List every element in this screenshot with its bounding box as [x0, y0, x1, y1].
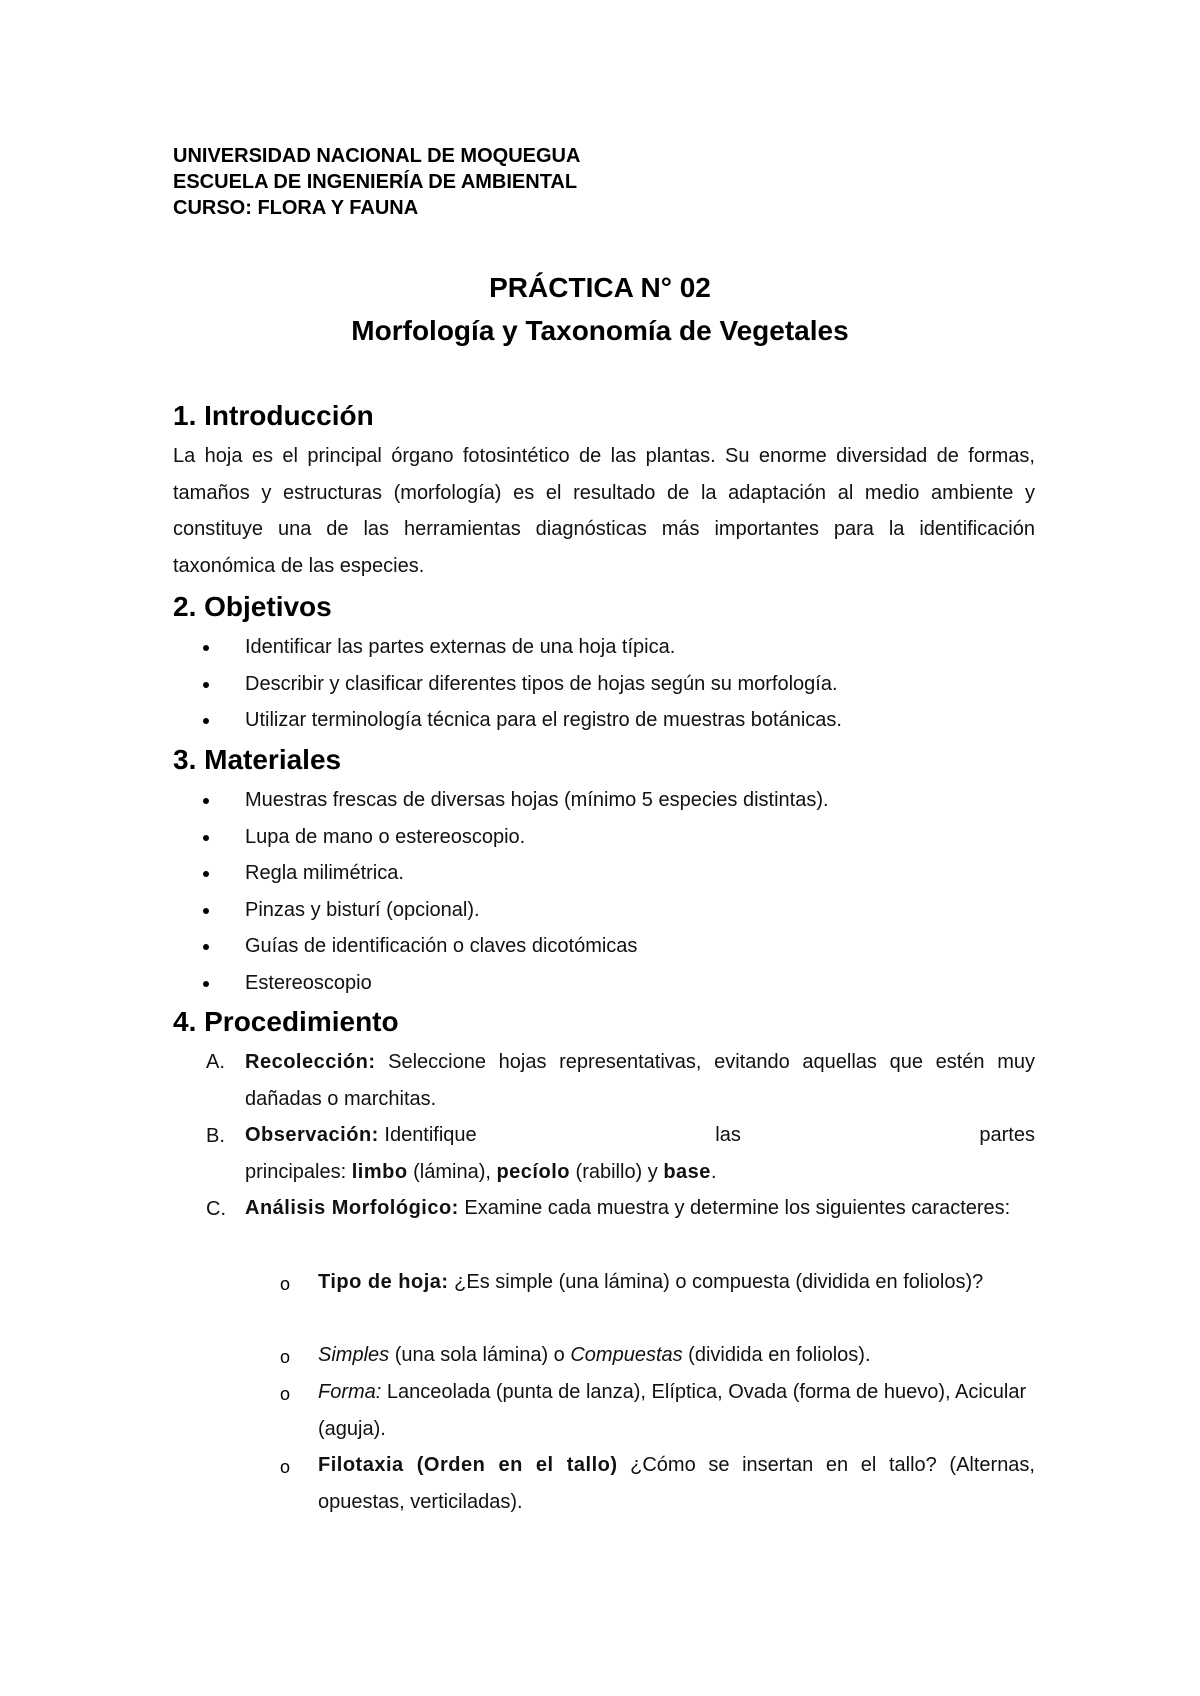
university-name: UNIVERSIDAD NACIONAL DE MOQUEGUA: [173, 145, 581, 167]
step-a-marker: A.: [206, 1051, 225, 1073]
sub-item-forma: Forma: Lanceolada (punta de lanza), Elíptica, Ovada (forma de huevo), Acicular (aguja).: [318, 1381, 1027, 1440]
sub-bullet-icon: o: [280, 1347, 291, 1367]
sub-item-simples: Simples (una sola lámina) o Compuestas (dividida en foliolos).: [318, 1344, 871, 1366]
section-intro-heading: 1. Introducción: [173, 400, 374, 431]
step-c-marker: C.: [206, 1198, 226, 1220]
term-peciolo: pecíolo: [496, 1160, 570, 1183]
document-page: UNIVERSIDAD NACIONAL DE MOQUEGUA ESCUELA DE INGENIERÍA DE AMBIENTAL CURSO: FLORA Y FAUNA PRÁCTICA N° 02 Morfología y Taxonomía de Vegetales 1. Introducción La hoja es el principal órgano fotosintético de las plantas. Su enorme diversidad de formas, tamaños y estructuras (morfología) es el resultado de la adaptación al medio ambiente y constituye una de las herramientas diagnósticas más importantes para la identificación taxonómica de las especies. 2. Objetivos Identificar las partes externas de una hoja típica. Describir y clasificar diferentes tipos de hojas según su morfología. Utilizar terminología técnica para el registro de muestras botánicas. 3. Materiales Muestras frescas de diversas hojas (mínimo 5 especies distintas). Lupa de mano o estereoscopio. Regla milimétrica. Pinzas y bisturí (opcional). Guías de identificación o claves dicotómicas Estereoscopio 4. Procedimiento A. Recolección: Seleccione hojas representativas, evitando aquellas que estén muy dañadas o marchitas. B. Observación: Identifique las partes principales: limbo (lámina), pecíolo (rabillo) y base. C. Análisis Morfológico: Examine cada muestra y determine los siguientes caracteres: o Tipo de hoja: ¿Es simple (una lámina) o compuesta (dividida en foliolos)? o Simples (una sola lámina) o Compuestas (dividida en foliolos). o Forma: Lanceolada (punta de lanza), Elíptica, Ovada (forma de huevo), Acicular (aguja). o Filotaxia (Orden en el tallo) ¿Cómo se insertan en el tallo? (Alternas, opuestas, verticiladas).: [0, 0, 1200, 1696]
sub-item-tipo: Tipo de hoja: ¿Es simple (una lámina) o compuesta (dividida en foliolos)?: [318, 1271, 984, 1293]
bullet-icon: [203, 645, 209, 651]
step-b: [245, 1117, 1035, 1190]
practice-title: PRÁCTICA N° 02: [489, 272, 711, 303]
step-c: [245, 1190, 1035, 1227]
bullet-icon: [203, 871, 209, 877]
step-c-label: Análisis Morfológico:: [245, 1197, 459, 1219]
step-a-label: Recolección:: [245, 1051, 376, 1073]
sub-bullet-icon: o: [280, 1384, 291, 1404]
step-b-marker: B.: [206, 1125, 225, 1147]
step-a: [245, 1044, 1035, 1117]
intro-paragraph: La hoja es el principal órgano fotosintético de las plantas. Su enorme diversidad de formas, tamaños y estructuras (morfología) es el resultado de la adaptación al medio ambiente y constituye una de las herramientas diagnósticas más importantes para la identificación taxonómica de las especies.: [173, 445, 1035, 577]
section-materials-heading: 3. Materiales: [173, 744, 342, 775]
bullet-icon: [203, 981, 209, 987]
sub-bullet-icon: o: [280, 1457, 291, 1477]
step-b-label: Observación:: [245, 1124, 379, 1146]
bullet-icon: [203, 682, 209, 688]
bullet-icon: [203, 944, 209, 950]
term-base: base: [663, 1160, 711, 1183]
step-b-line1: Observación: Identifique las partes: [245, 1124, 1035, 1146]
term-limbo: limbo: [351, 1160, 408, 1183]
course-name: CURSO: FLORA Y FAUNA: [173, 197, 419, 219]
sub-item-filotaxia: Filotaxia (Orden en el tallo) ¿Cómo se insertan en el tallo? (Alternas, opuestas, verticiladas).: [318, 1454, 1035, 1513]
step-a-text: Seleccione hojas representativas, evitando aquellas que estén muy dañadas o marchitas.: [245, 1051, 1035, 1110]
section-procedure-heading: 4. Procedimiento: [173, 1006, 399, 1037]
school-name: ESCUELA DE INGENIERÍA DE AMBIENTAL: [173, 171, 578, 193]
section-objectives-heading: 2. Objetivos: [173, 591, 332, 622]
bullet-icon: [203, 718, 209, 724]
sub-bullet-icon: o: [280, 1274, 291, 1294]
step-b-line2: principales: limbo (lámina), pecíolo (rabillo) y base.: [245, 1160, 717, 1183]
step-c-text: Examine cada muestra y determine los siguientes caracteres:: [458, 1197, 1011, 1219]
bullet-icon: [203, 908, 209, 914]
bullet-icon: [203, 835, 209, 841]
practice-subtitle: Morfología y Taxonomía de Vegetales: [351, 315, 849, 346]
bullet-icon: [203, 798, 209, 804]
